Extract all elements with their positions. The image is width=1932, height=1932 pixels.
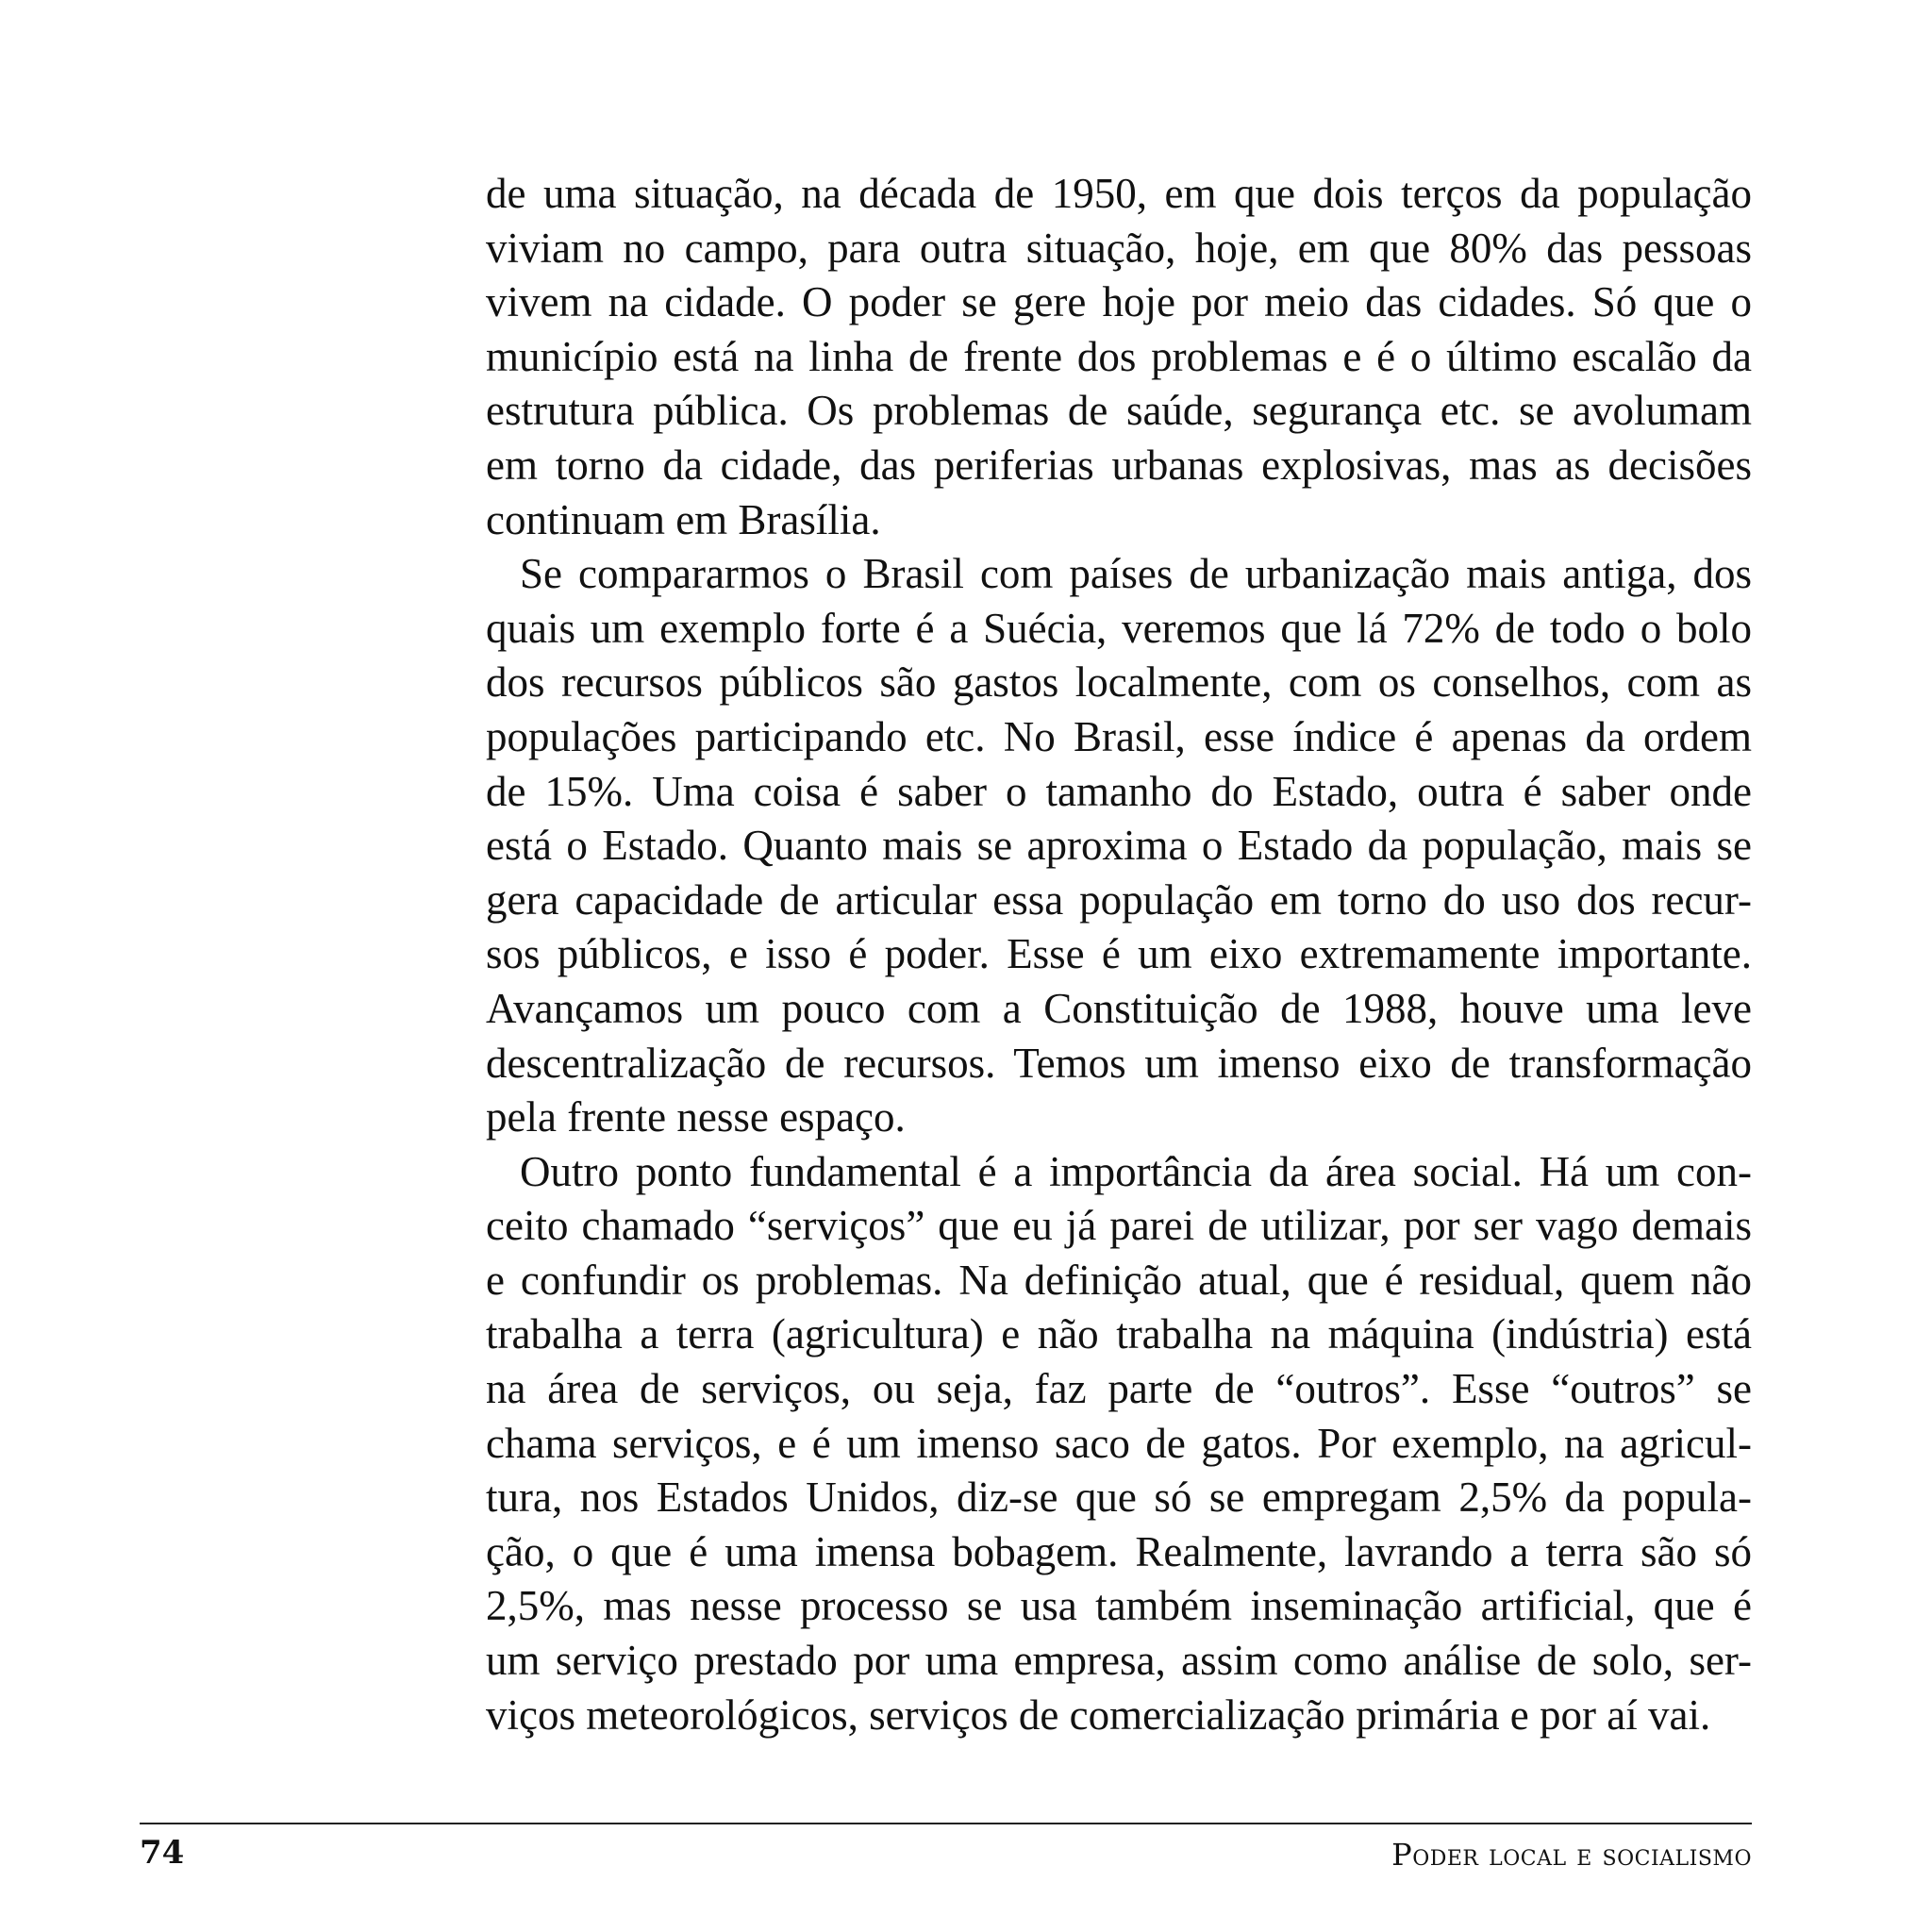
paragraph: [486, 1145, 1752, 1743]
text-line: na área de serviços, ou seja, faz parte de “outros”. Esse “outros” se: [486, 1365, 1752, 1413]
text-line: continuam em Brasília.: [486, 495, 881, 543]
text-line: Avançamos um pouco com a Constituição de 1988, houve uma leve: [486, 984, 1752, 1032]
text-line: um serviço prestado por uma empresa, assim como análise de solo, ser-: [486, 1637, 1752, 1685]
text-line: sos públicos, e isso é poder. Esse é um eixo extremamente importante.: [486, 930, 1752, 978]
text-line: de uma situação, na década de 1950, em que dois terços da população: [486, 170, 1752, 217]
text-line: 2,5%, mas nesse processo se usa também inseminação artificial, que é: [486, 1582, 1752, 1630]
running-title: Poder local e socialismo: [1391, 1837, 1752, 1873]
text-line: Outro ponto fundamental é a importância da área social. Há um con-: [520, 1147, 1752, 1195]
text-line: dos recursos públicos são gastos localmente, com os conselhos, com as: [486, 658, 1752, 707]
body-text: [486, 167, 1752, 1742]
text-line: em torno da cidade, das periferias urbanas explosivas, mas as decisões: [486, 441, 1752, 489]
text-line: está o Estado. Quanto mais se aproxima o Estado da população, mais se: [486, 822, 1752, 870]
text-line: viços meteorológicos, serviços de comercialização primária e por aí vai.: [486, 1690, 1711, 1739]
text-line: pela frente nesse espaço.: [486, 1093, 906, 1141]
text-line: de 15%. Uma coisa é saber o tamanho do Estado, outra é saber onde: [486, 767, 1752, 815]
page-number: 74: [140, 1834, 185, 1872]
text-line: chama serviços, e é um imenso saco de gatos. Por exemplo, na agricul-: [486, 1419, 1752, 1467]
text-line: ceito chamado “serviços” que eu já parei de utilizar, por ser vago demais: [486, 1202, 1752, 1250]
text-line: município está na linha de frente dos problemas e é o último escalão da: [486, 332, 1752, 380]
text-line: estrutura pública. Os problemas de saúde, segurança etc. se avolumam: [486, 387, 1752, 435]
text-line: Se compararmos o Brasil com países de urbanização mais antiga, dos: [520, 550, 1752, 598]
text-line: e confundir os problemas. Na definição atual, que é residual, quem não: [486, 1256, 1752, 1304]
paragraph: [486, 167, 1752, 547]
footer-rule: [140, 1823, 1752, 1824]
text-line: viviam no campo, para outra situação, hoje, em que 80% das pessoas: [486, 224, 1752, 272]
text-line: ção, o que é uma imensa bobagem. Realmente, lavrando a terra são só: [486, 1527, 1752, 1575]
paragraph: [486, 547, 1752, 1145]
text-line: descentralização de recursos. Temos um imenso eixo de transformação: [486, 1039, 1752, 1087]
text-line: populações participando etc. No Brasil, esse índice é apenas da ordem: [486, 712, 1752, 760]
text-line: vivem na cidade. O poder se gere hoje por meio das cidades. Só que o: [486, 278, 1752, 326]
text-line: quais um exemplo forte é a Suécia, veremos que lá 72% de todo o bolo: [486, 604, 1752, 652]
text-line: tura, nos Estados Unidos, diz-se que só se empregam 2,5% da popula-: [486, 1474, 1752, 1522]
text-line: trabalha a terra (agricultura) e não trabalha na máquina (indústria) está: [486, 1310, 1752, 1358]
text-line: gera capacidade de articular essa população em torno do uso dos recur-: [486, 875, 1752, 924]
